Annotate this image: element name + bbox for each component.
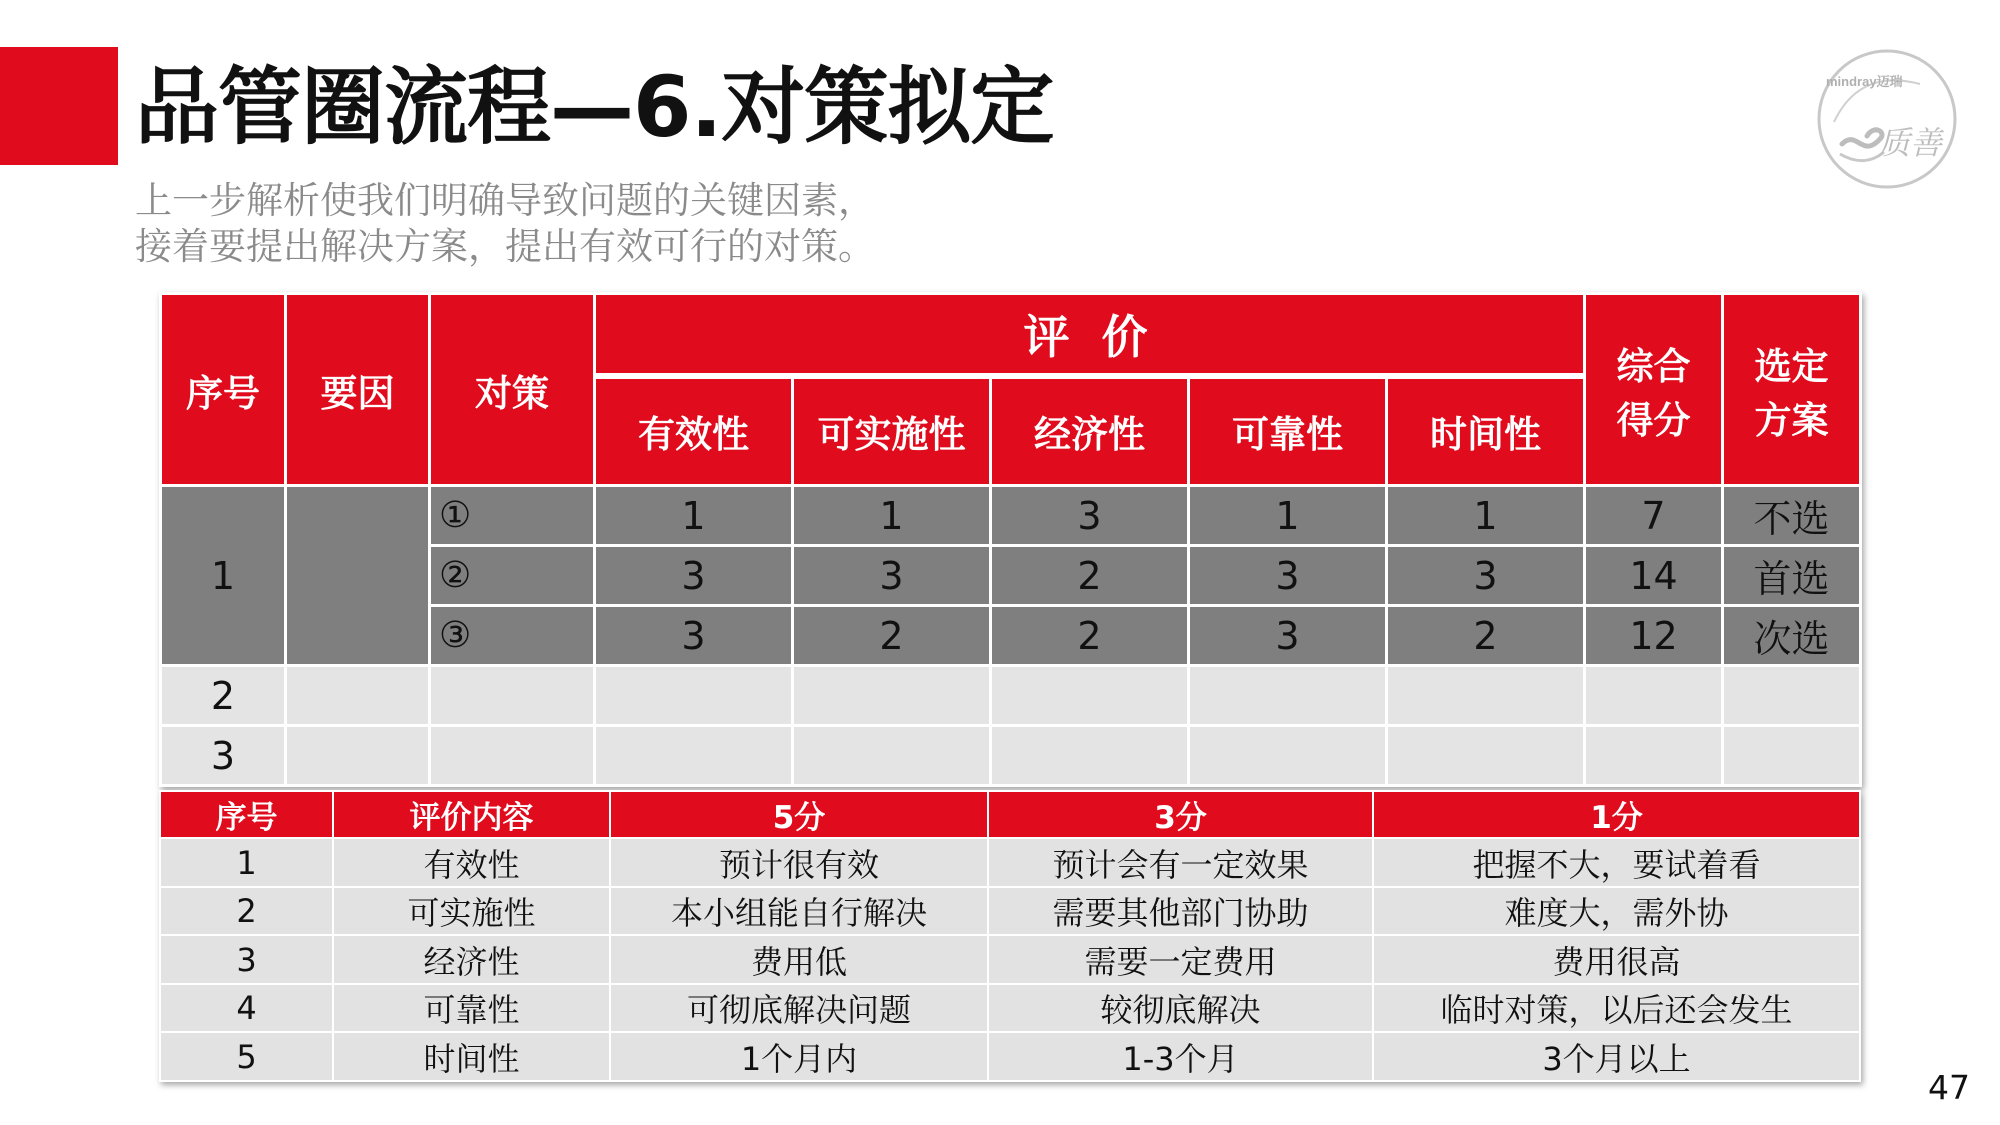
criteria-cell: 本小组能自行解决 bbox=[610, 887, 988, 936]
criteria-cell: 预计会有一定效果 bbox=[988, 838, 1373, 887]
measure-cell: ① bbox=[430, 486, 595, 546]
criteria-header-1-point: 1分 bbox=[1373, 791, 1860, 838]
score-cell: 1 bbox=[595, 486, 793, 546]
score-cell: 2 bbox=[1387, 606, 1585, 666]
criteria-cell: 需要其他部门协助 bbox=[988, 887, 1373, 936]
table-row bbox=[160, 838, 1860, 887]
criteria-cell: 4 bbox=[160, 984, 333, 1033]
score-cell: 3 bbox=[1189, 606, 1387, 666]
criteria-header-index: 序号 bbox=[160, 791, 333, 838]
criteria-cell: 5 bbox=[160, 1032, 333, 1081]
subtitle bbox=[135, 178, 875, 270]
score-cell: 3 bbox=[1189, 546, 1387, 606]
header-selected-plan-line2: 方案 bbox=[1754, 398, 1829, 442]
header-criterion-effectiveness: 有效性 bbox=[595, 376, 793, 486]
header-factor: 要因 bbox=[286, 294, 430, 486]
header-selected-plan bbox=[1723, 294, 1861, 486]
criteria-cell: 时间性 bbox=[333, 1032, 610, 1081]
subtitle-line-1: 上一步解析使我们明确导致问题的关键因素， bbox=[135, 179, 875, 222]
table-row bbox=[161, 666, 1861, 726]
criteria-cell: 需要一定费用 bbox=[988, 935, 1373, 984]
table-row bbox=[161, 726, 1861, 786]
subtitle-line-2: 接着要提出解决方案，提出有效可行的对策。 bbox=[135, 225, 875, 268]
header-index: 序号 bbox=[161, 294, 286, 486]
total-score-cell: 12 bbox=[1585, 606, 1723, 666]
score-cell: 1 bbox=[793, 486, 991, 546]
score-cell: 3 bbox=[793, 546, 991, 606]
total-score-cell: 14 bbox=[1585, 546, 1723, 606]
logo-script-text: 质善 bbox=[1878, 124, 1943, 162]
criteria-cell: 把握不大，要试着看 bbox=[1373, 838, 1860, 887]
criteria-cell: 1 bbox=[160, 838, 333, 887]
score-cell: 3 bbox=[595, 606, 793, 666]
criteria-cell: 3 bbox=[160, 935, 333, 984]
total-score-cell: 7 bbox=[1585, 486, 1723, 546]
criteria-cell: 2 bbox=[160, 887, 333, 936]
choice-cell: 首选 bbox=[1723, 546, 1861, 606]
header-total-score-line1: 综合 bbox=[1616, 344, 1691, 388]
table-row bbox=[160, 935, 1860, 984]
logo-brand-text: mindray迈瑞 bbox=[1826, 74, 1903, 89]
row-index: 2 bbox=[161, 666, 286, 726]
criteria-cell: 有效性 bbox=[333, 838, 610, 887]
criteria-cell: 可靠性 bbox=[333, 984, 610, 1033]
group-index: 1 bbox=[161, 486, 286, 666]
table-row bbox=[160, 887, 1860, 936]
score-cell: 3 bbox=[1387, 546, 1585, 606]
header-criterion-feasibility: 可实施性 bbox=[793, 376, 991, 486]
scoring-criteria-table bbox=[159, 790, 1861, 1082]
row-index: 3 bbox=[161, 726, 286, 786]
score-cell: 1 bbox=[1387, 486, 1585, 546]
mindray-zhishan-logo bbox=[1812, 44, 1962, 194]
score-cell: 3 bbox=[595, 546, 793, 606]
header-criterion-reliability: 可靠性 bbox=[1189, 376, 1387, 486]
header-evaluation: 评 价 bbox=[595, 294, 1585, 376]
choice-cell: 次选 bbox=[1723, 606, 1861, 666]
title-accent-block bbox=[0, 47, 118, 165]
header-criterion-economy: 经济性 bbox=[991, 376, 1189, 486]
page-title: 品管圈流程—6.对策拟定 bbox=[135, 58, 1054, 156]
choice-cell: 不选 bbox=[1723, 486, 1861, 546]
score-cell: 2 bbox=[991, 546, 1189, 606]
header-selected-plan-line1: 选定 bbox=[1754, 344, 1829, 388]
criteria-cell: 较彻底解决 bbox=[988, 984, 1373, 1033]
score-cell: 2 bbox=[793, 606, 991, 666]
criteria-cell: 3个月以上 bbox=[1373, 1032, 1860, 1081]
criteria-cell: 经济性 bbox=[333, 935, 610, 984]
table-row bbox=[161, 486, 1861, 546]
criteria-cell: 可彻底解决问题 bbox=[610, 984, 988, 1033]
header-measure: 对策 bbox=[430, 294, 595, 486]
table-row bbox=[160, 1032, 1860, 1081]
criteria-cell: 难度大，需外协 bbox=[1373, 887, 1860, 936]
score-cell: 2 bbox=[991, 606, 1189, 666]
criteria-cell: 1-3个月 bbox=[988, 1032, 1373, 1081]
criteria-header-3-points: 3分 bbox=[988, 791, 1373, 838]
measure-cell: ③ bbox=[430, 606, 595, 666]
criteria-cell: 临时对策，以后还会发生 bbox=[1373, 984, 1860, 1033]
score-cell: 3 bbox=[991, 486, 1189, 546]
header-criterion-timeliness: 时间性 bbox=[1387, 376, 1585, 486]
criteria-cell: 1个月内 bbox=[610, 1032, 988, 1081]
measure-cell: ② bbox=[430, 546, 595, 606]
table-row bbox=[160, 984, 1860, 1033]
criteria-cell: 预计很有效 bbox=[610, 838, 988, 887]
score-cell: 1 bbox=[1189, 486, 1387, 546]
header-total-score-line2: 得分 bbox=[1616, 398, 1691, 442]
header-total-score bbox=[1585, 294, 1723, 486]
criteria-cell: 可实施性 bbox=[333, 887, 610, 936]
countermeasure-evaluation-table bbox=[159, 292, 1862, 787]
criteria-header-5-points: 5分 bbox=[610, 791, 988, 838]
criteria-cell: 费用低 bbox=[610, 935, 988, 984]
criteria-cell: 费用很高 bbox=[1373, 935, 1860, 984]
group-factor bbox=[286, 486, 430, 666]
page-number: 47 bbox=[1928, 1068, 1970, 1107]
criteria-header-content: 评价内容 bbox=[333, 791, 610, 838]
